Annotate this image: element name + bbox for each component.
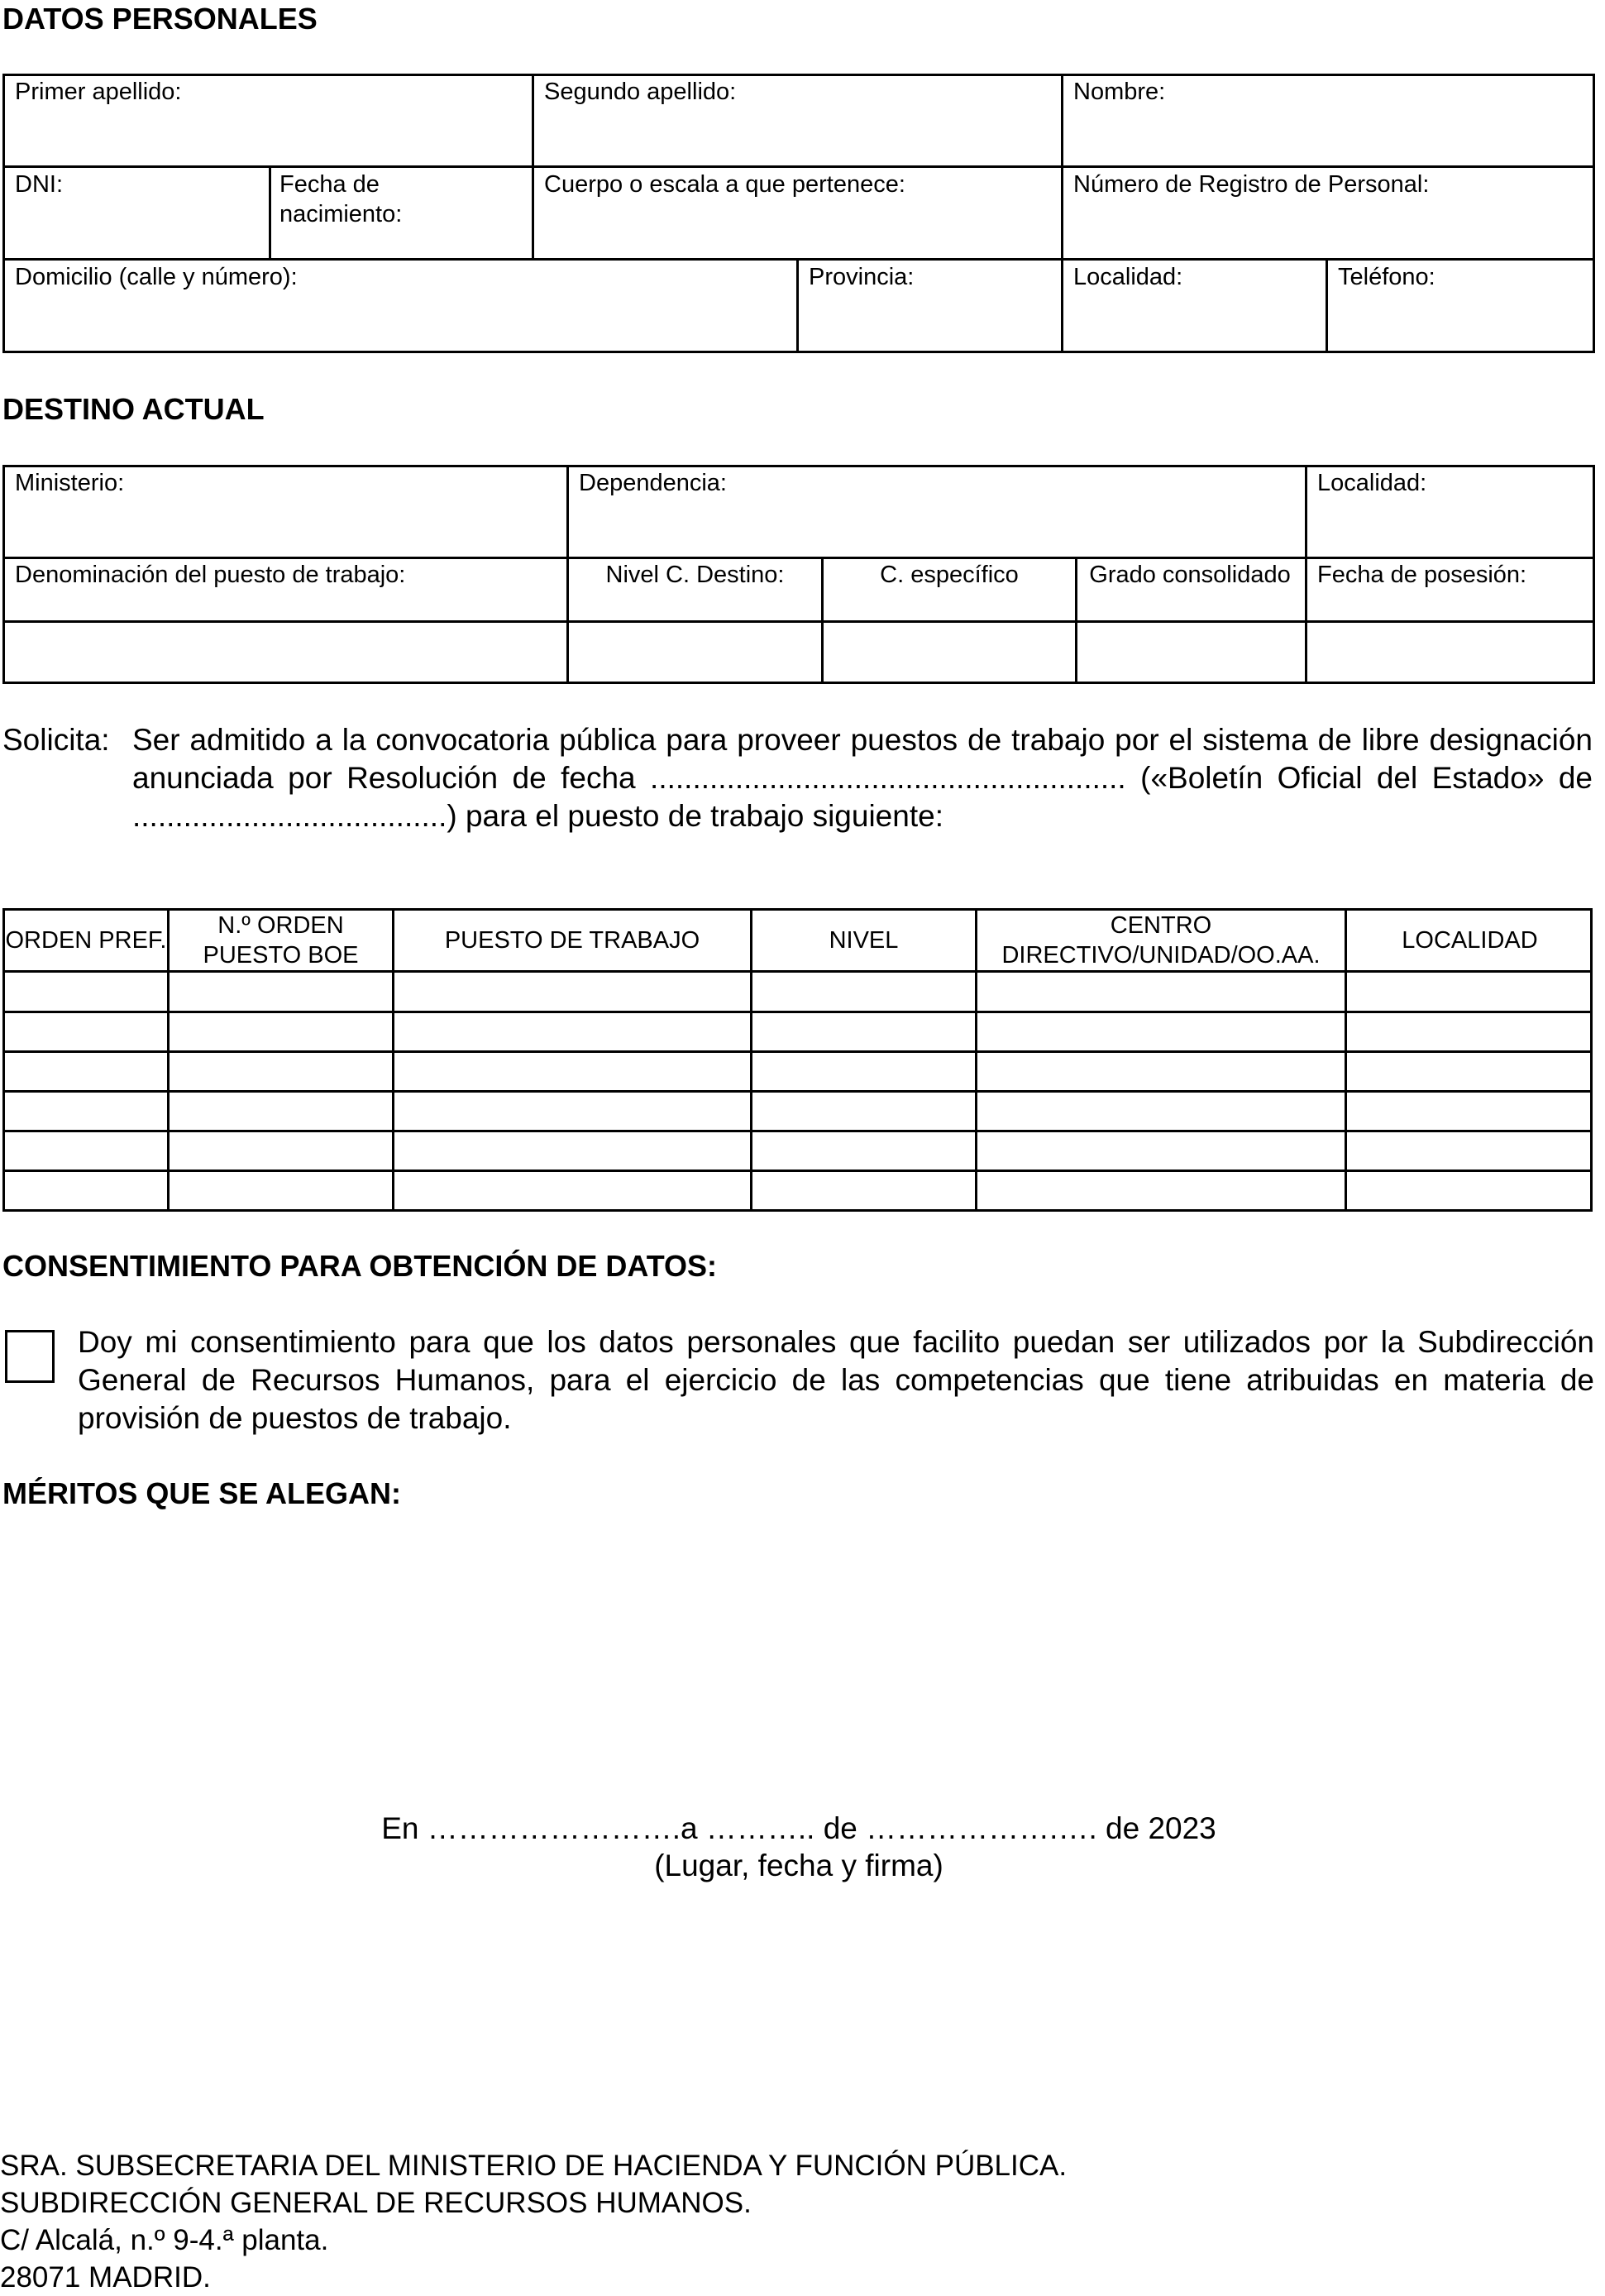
fecha-posesion-input[interactable] [1307, 623, 1593, 682]
table-row[interactable] [5, 1172, 1593, 1209]
divider [2, 165, 1595, 168]
primer-apellido-field[interactable]: Primer apellido: [15, 79, 182, 105]
dni-field[interactable]: DNI: [15, 171, 63, 198]
grado-consolidado-label: Grado consolidado [1089, 562, 1291, 588]
divider [1061, 74, 1063, 353]
localidad-field[interactable]: Localidad: [1073, 264, 1183, 290]
localidad-destino-field[interactable]: Localidad: [1317, 470, 1427, 496]
table-row[interactable] [5, 1053, 1593, 1090]
fecha-posesion-label: Fecha de posesión: [1317, 562, 1527, 588]
firma-line: En …………………….a ……….. de ……………….…. de 2023 [381, 1811, 1216, 1845]
grado-consolidado-input[interactable] [1077, 623, 1305, 682]
domicilio-field[interactable]: Domicilio (calle y número): [15, 264, 298, 290]
divider [269, 165, 271, 258]
column-header-centro-directivo: CENTRO DIRECTIVO/UNIDAD/OO.AA. [1001, 912, 1321, 969]
divider [2, 258, 1595, 261]
dependencia-field[interactable]: Dependencia: [579, 470, 727, 496]
destinatario-line-4: 28071 MADRID. [0, 2261, 211, 2294]
table-row[interactable] [5, 1013, 1593, 1050]
numero-registro-field[interactable]: Número de Registro de Personal: [1073, 171, 1430, 198]
c-especifico-input[interactable] [824, 623, 1075, 682]
column-header-puesto-trabajo: PUESTO DE TRABAJO [444, 927, 700, 954]
ministerio-field[interactable]: Ministerio: [15, 470, 125, 496]
solicita-text: Ser admitido a la convocatoria pública para proveer puestos de trabajo por el sistema de libre designación anunciada por Resolución de fecha ........................................................ («Boletín Oficial del Estado» de .....................................) para el puesto de trabajo siguiente: [132, 723, 1593, 833]
fecha-nacimiento-field[interactable]: Fecha de nacimiento: [279, 171, 403, 227]
segundo-apellido-field[interactable]: Segundo apellido: [544, 79, 737, 105]
datos-personales-title: DATOS PERSONALES [2, 2, 318, 36]
column-header-localidad: LOCALIDAD [1402, 927, 1538, 954]
firma-caption: (Lugar, fecha y firma) [654, 1849, 943, 1882]
cuerpo-escala-field[interactable]: Cuerpo o escala a que pertenece: [544, 171, 905, 198]
consentimiento-title: CONSENTIMIENTO PARA OBTENCIÓN DE DATOS: [2, 1249, 718, 1283]
destinatario-line-1: SRA. SUBSECRETARIA DEL MINISTERIO DE HACIENDA Y FUNCIÓN PÚBLICA. [0, 2150, 1068, 2182]
telefono-field[interactable]: Teléfono: [1338, 264, 1435, 290]
nivel-destino-label: Nivel C. Destino: [605, 562, 785, 588]
table-row[interactable] [5, 1132, 1593, 1170]
table-row[interactable] [5, 1093, 1593, 1130]
divider [796, 258, 799, 353]
c-especifico-label: C. específico [880, 562, 1019, 588]
denominacion-puesto-input[interactable] [5, 623, 566, 682]
datos-personales-table [2, 74, 1595, 353]
destinatario-line-3: C/ Alcalá, n.º 9-4.ª planta. [0, 2224, 329, 2256]
table-row[interactable] [5, 973, 1593, 1011]
divider [532, 74, 534, 258]
meritos-title: MÉRITOS QUE SE ALEGAN: [2, 1476, 402, 1510]
column-header-orden-pref: ORDEN PREF. [5, 927, 167, 954]
consentimiento-text: Doy mi consentimiento para que los datos personales que facilito puedan ser utilizados por la Subdirección General de Recursos Humanos, para el ejercicio de las competencias que tiene atribuidas en materia de provisión de puestos de trabajo. [78, 1325, 1594, 1435]
nombre-field[interactable]: Nombre: [1073, 79, 1166, 105]
column-header-numero-orden: N.º ORDEN PUESTO BOE [203, 912, 359, 969]
meritos-area[interactable] [2, 1522, 1595, 1787]
nivel-destino-input[interactable] [569, 623, 821, 682]
destino-actual-title: DESTINO ACTUAL [2, 392, 265, 426]
denominacion-puesto-label: Denominación del puesto de trabajo: [15, 562, 406, 588]
destinatario-line-2: SUBDIRECCIÓN GENERAL DE RECURSOS HUMANOS. [0, 2187, 752, 2219]
divider [1326, 258, 1328, 353]
divider [2, 557, 1595, 559]
column-header-nivel: NIVEL [829, 927, 899, 954]
provincia-field[interactable]: Provincia: [809, 264, 915, 290]
solicita-label: Solicita: [2, 723, 110, 757]
consent-checkbox[interactable] [5, 1330, 55, 1383]
